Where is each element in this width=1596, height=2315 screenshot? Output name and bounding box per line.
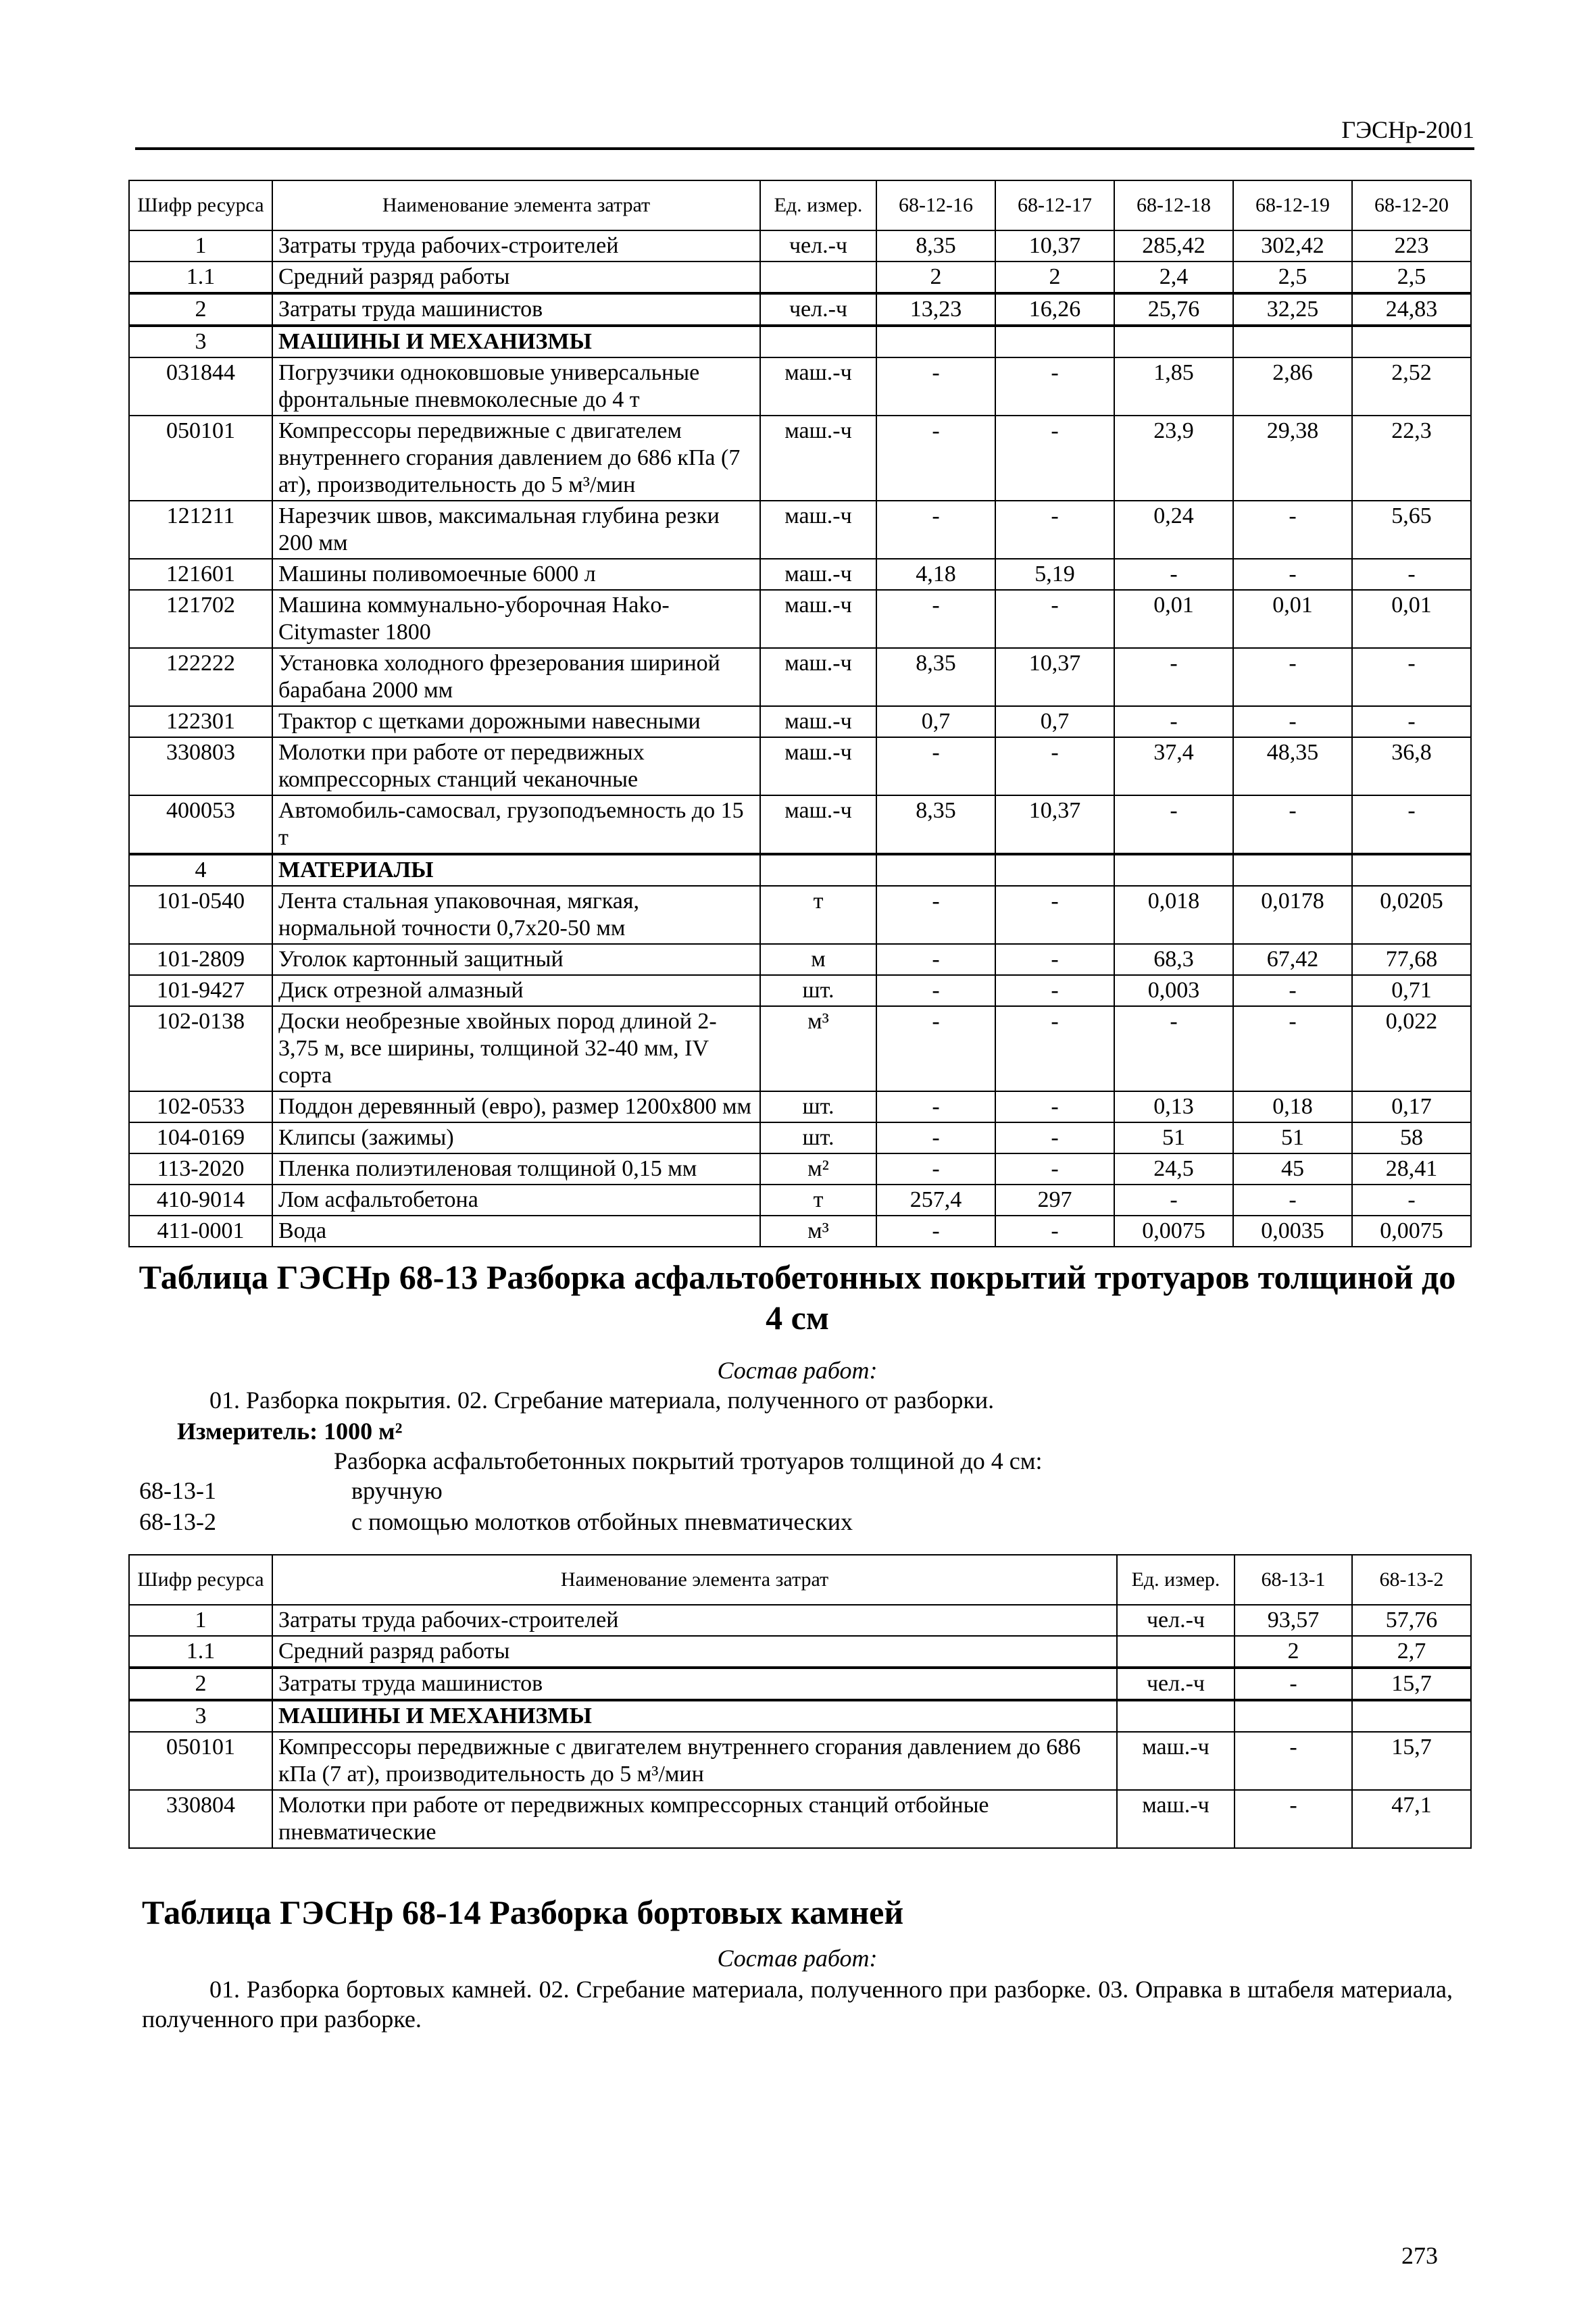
norm-value — [1235, 1700, 1352, 1732]
norm-value: - — [1235, 1732, 1352, 1790]
norm-value: 47,1 — [1352, 1790, 1471, 1848]
col-header-68-13-1: 68-13-1 — [1235, 1555, 1352, 1605]
table-row — [129, 1122, 1471, 1153]
norm-value: - — [1114, 559, 1233, 590]
table-row — [129, 1790, 1471, 1848]
norm-value: 36,8 — [1352, 737, 1471, 795]
work-composition-text-68-14: 01. Разборка бортовых камней. 02. Сгребание материала, полученного при разборке. 03. Оправка в штабеля материала, полученного при разборке. — [142, 1976, 1453, 2033]
table-row — [129, 795, 1471, 854]
resource-name: Доски необрезные хвойных пород длиной 2-3,75 м, все ширины, толщиной 32-40 мм, IV сорта — [272, 1006, 760, 1091]
resource-code: 1 — [129, 1605, 272, 1636]
norm-value — [1114, 854, 1233, 886]
norm-value: 0,17 — [1352, 1091, 1471, 1122]
norm-value: 2 — [1235, 1636, 1352, 1668]
resource-code: 4 — [129, 854, 272, 886]
resource-name: Затраты труда машинистов — [272, 1668, 1117, 1700]
unit-of-measure: чел.-ч — [760, 230, 876, 262]
norm-value: - — [1233, 795, 1352, 854]
norm-value: 8,35 — [876, 795, 995, 854]
table-row — [129, 648, 1471, 706]
resource-name: Пленка полиэтиленовая толщиной 0,15 мм — [272, 1153, 760, 1185]
work-composition-caption-68-13: Состав работ: — [717, 1357, 878, 1384]
norm-value: - — [1114, 1006, 1233, 1091]
norm-value: - — [1352, 648, 1471, 706]
unit-of-measure: м² — [760, 1153, 876, 1185]
norm-value: 67,42 — [1233, 944, 1352, 975]
norm-value: 0,01 — [1233, 590, 1352, 648]
unit-of-measure: т — [760, 886, 876, 944]
norm-value: 58 — [1352, 1122, 1471, 1153]
norm-value: - — [876, 357, 995, 416]
resource-name: Диск отрезной алмазный — [272, 975, 760, 1006]
norm-value: - — [1352, 795, 1471, 854]
col-header-name: Наименование элемента затрат — [272, 180, 760, 230]
norm-value — [1352, 326, 1471, 357]
table-row — [129, 706, 1471, 737]
unit-of-measure — [760, 854, 876, 886]
norm-value: - — [995, 886, 1114, 944]
resource-name: Погрузчики одноковшовые универсальные фронтальные пневмоколесные до 4 т — [272, 357, 760, 416]
norm-value: 77,68 — [1352, 944, 1471, 975]
unit-of-measure: шт. — [760, 1122, 876, 1153]
norm-value: - — [1233, 975, 1352, 1006]
table-row — [129, 230, 1471, 262]
norm-value: 0,0075 — [1352, 1216, 1471, 1247]
table-row — [129, 1091, 1471, 1122]
norm-value: - — [1233, 648, 1352, 706]
norm-value: 4,18 — [876, 559, 995, 590]
table-row — [129, 1216, 1471, 1247]
norm-value: 10,37 — [995, 648, 1114, 706]
resource-code: 121601 — [129, 559, 272, 590]
norm-value: 223 — [1352, 230, 1471, 262]
resource-name: Молотки при работе от передвижных компрессорных станций отбойные пневматические — [272, 1790, 1117, 1848]
norm-value: 15,7 — [1352, 1732, 1471, 1790]
table-row — [129, 944, 1471, 975]
doc-code: ГЭСНр-2001 — [1341, 116, 1474, 143]
norm-text-68-13-1: вручную — [351, 1477, 443, 1504]
resource-name: Нарезчик швов, максимальная глубина резки 200 мм — [272, 501, 760, 559]
norm-value: 0,022 — [1352, 1006, 1471, 1091]
resource-code: 104-0169 — [129, 1122, 272, 1153]
norm-value: 10,37 — [995, 230, 1114, 262]
unit-of-measure: маш.-ч — [1117, 1732, 1235, 1790]
norm-value: - — [995, 357, 1114, 416]
norm-value: 2,52 — [1352, 357, 1471, 416]
norm-value — [1114, 326, 1233, 357]
unit-of-measure: маш.-ч — [760, 501, 876, 559]
resource-table-68-12 — [128, 180, 1472, 1247]
unit-of-measure: маш.-ч — [760, 795, 876, 854]
norm-code-68-13-2: 68-13-2 — [139, 1508, 216, 1535]
unit-of-measure: маш.-ч — [760, 590, 876, 648]
table-row — [129, 1153, 1471, 1185]
norm-value: 68,3 — [1114, 944, 1233, 975]
norm-value: - — [876, 737, 995, 795]
resource-name: Поддон деревянный (евро), размер 1200х800 мм — [272, 1091, 760, 1122]
col-header-code: Шифр ресурса — [129, 1555, 272, 1605]
norm-value: 22,3 — [1352, 416, 1471, 501]
resource-code: 411-0001 — [129, 1216, 272, 1247]
resource-code: 101-0540 — [129, 886, 272, 944]
resource-code: 101-9427 — [129, 975, 272, 1006]
unit-of-measure — [760, 262, 876, 293]
norm-value: 32,25 — [1233, 293, 1352, 326]
norm-value: 2 — [995, 262, 1114, 293]
table-row — [129, 326, 1471, 357]
unit-of-measure: чел.-ч — [1117, 1668, 1235, 1700]
col-header-unit: Ед. измер. — [760, 180, 876, 230]
resource-name: Средний разряд работы — [272, 1636, 1117, 1668]
norm-value: 0,0205 — [1352, 886, 1471, 944]
norm-value: 0,7 — [995, 706, 1114, 737]
norm-value: 0,003 — [1114, 975, 1233, 1006]
norm-value: - — [1114, 1185, 1233, 1216]
norm-value: 0,018 — [1114, 886, 1233, 944]
norm-text-68-13-2: с помощью молотков отбойных пневматических — [351, 1508, 853, 1535]
norm-value: 0,0035 — [1233, 1216, 1352, 1247]
resource-code: 102-0138 — [129, 1006, 272, 1091]
norm-value: - — [876, 590, 995, 648]
unit-of-measure: маш.-ч — [760, 737, 876, 795]
resource-name: Молотки при работе от передвижных компрессорных станций чеканочные — [272, 737, 760, 795]
unit-of-measure: шт. — [760, 975, 876, 1006]
norm-value: 37,4 — [1114, 737, 1233, 795]
norm-value: - — [995, 1091, 1114, 1122]
norm-value: 25,76 — [1114, 293, 1233, 326]
resource-name: Средний разряд работы — [272, 262, 760, 293]
norm-value: - — [876, 1153, 995, 1185]
norm-value: - — [1114, 706, 1233, 737]
unit-of-measure — [1117, 1700, 1235, 1732]
unit-of-measure: маш.-ч — [760, 706, 876, 737]
table-row — [129, 1668, 1471, 1700]
norm-value: 45 — [1233, 1153, 1352, 1185]
resource-code: 3 — [129, 1700, 272, 1732]
norm-value: - — [876, 1216, 995, 1247]
table-row — [129, 975, 1471, 1006]
norm-value: 0,13 — [1114, 1091, 1233, 1122]
table-row — [129, 501, 1471, 559]
norm-value: - — [1235, 1790, 1352, 1848]
resource-name: Трактор с щетками дорожными навесными — [272, 706, 760, 737]
unit-of-measure — [1117, 1636, 1235, 1668]
norm-value: 48,35 — [1233, 737, 1352, 795]
unit-of-measure: маш.-ч — [760, 416, 876, 501]
running-header — [135, 112, 1474, 150]
col-header-68-12-19: 68-12-19 — [1233, 180, 1352, 230]
resource-code: 050101 — [129, 416, 272, 501]
section-68-14-title: Таблица ГЭСНр 68-14 Разборка бортовых камней — [142, 1893, 904, 1931]
norm-value: - — [876, 1006, 995, 1091]
resource-code: 2 — [129, 1668, 272, 1700]
table-row — [129, 886, 1471, 944]
norm-value: 0,71 — [1352, 975, 1471, 1006]
unit-of-measure: м³ — [760, 1006, 876, 1091]
unit-of-measure: чел.-ч — [760, 293, 876, 326]
norm-value: 8,35 — [876, 648, 995, 706]
norm-value: - — [1352, 706, 1471, 737]
table-row — [129, 416, 1471, 501]
resource-name: Вода — [272, 1216, 760, 1247]
col-header-68-13-2: 68-13-2 — [1352, 1555, 1471, 1605]
norm-value — [1352, 854, 1471, 886]
table-row — [129, 1185, 1471, 1216]
norm-value: 0,0075 — [1114, 1216, 1233, 1247]
table-row — [129, 559, 1471, 590]
norm-value: - — [995, 1122, 1114, 1153]
norm-value: - — [995, 501, 1114, 559]
table-row — [129, 854, 1471, 886]
resource-code: 330803 — [129, 737, 272, 795]
norm-value: - — [995, 975, 1114, 1006]
resource-code: 050101 — [129, 1732, 272, 1790]
norm-value: - — [1233, 559, 1352, 590]
norm-value: 23,9 — [1114, 416, 1233, 501]
col-header-68-12-20: 68-12-20 — [1352, 180, 1471, 230]
resource-code: 102-0533 — [129, 1091, 272, 1122]
resource-name: МАШИНЫ И МЕХАНИЗМЫ — [272, 1700, 1117, 1732]
norm-intro-68-13: Разборка асфальтобетонных покрытий тротуаров толщиной до 4 см: — [334, 1447, 1043, 1474]
norm-value: - — [1233, 1006, 1352, 1091]
norm-value: 0,24 — [1114, 501, 1233, 559]
table-row — [129, 1732, 1471, 1790]
norm-value: - — [876, 416, 995, 501]
resource-name: МАТЕРИАЛЫ — [272, 854, 760, 886]
norm-value: - — [1352, 559, 1471, 590]
resource-code: 031844 — [129, 357, 272, 416]
norm-value: 302,42 — [1233, 230, 1352, 262]
norm-value: 0,01 — [1352, 590, 1471, 648]
col-header-68-12-17: 68-12-17 — [995, 180, 1114, 230]
norm-value: 2,5 — [1233, 262, 1352, 293]
norm-value — [1233, 854, 1352, 886]
table-row — [129, 737, 1471, 795]
unit-of-measure — [760, 326, 876, 357]
page-number: 273 — [1401, 2242, 1438, 2269]
work-composition-text-68-13: 01. Разборка покрытия. 02. Сгребание материала, полученного от разборки. — [209, 1387, 995, 1414]
norm-value: 2,4 — [1114, 262, 1233, 293]
resource-name: Машина коммунально-уборочная Hako-Citymaster 1800 — [272, 590, 760, 648]
norm-value: 24,83 — [1352, 293, 1471, 326]
table2-body — [129, 1605, 1471, 1848]
unit-of-measure: маш.-ч — [1117, 1790, 1235, 1848]
resource-code: 121211 — [129, 501, 272, 559]
resource-code: 400053 — [129, 795, 272, 854]
norm-value: - — [995, 1153, 1114, 1185]
norm-value: - — [995, 416, 1114, 501]
col-header-68-12-18: 68-12-18 — [1114, 180, 1233, 230]
norm-value: - — [1233, 501, 1352, 559]
table-row — [129, 262, 1471, 293]
table-row — [129, 1700, 1471, 1732]
norm-value: - — [876, 886, 995, 944]
resource-name: Лента стальная упаковочная, мягкая, нормальной точности 0,7х20-50 мм — [272, 886, 760, 944]
norm-value — [995, 326, 1114, 357]
norm-value: 2 — [876, 262, 995, 293]
resource-code: 2 — [129, 293, 272, 326]
norm-value: 16,26 — [995, 293, 1114, 326]
resource-name: Компрессоры передвижные с двигателем внутреннего сгорания давлением до 686 кПа (7 ат), производительность до 5 м³/мин — [272, 1732, 1117, 1790]
norm-value: 13,23 — [876, 293, 995, 326]
norm-value: 285,42 — [1114, 230, 1233, 262]
norm-value: - — [995, 737, 1114, 795]
work-composition-caption-68-14: Состав работ: — [717, 1945, 878, 1972]
norm-value: 5,65 — [1352, 501, 1471, 559]
norm-value: 257,4 — [876, 1185, 995, 1216]
norm-value: 57,76 — [1352, 1605, 1471, 1636]
col-header-68-12-16: 68-12-16 — [876, 180, 995, 230]
table-row — [129, 1636, 1471, 1668]
unit-of-measure: маш.-ч — [760, 559, 876, 590]
resource-code: 122301 — [129, 706, 272, 737]
resource-code: 410-9014 — [129, 1185, 272, 1216]
resource-name: Машины поливомоечные 6000 л — [272, 559, 760, 590]
resource-name: Затраты труда рабочих-строителей — [272, 230, 760, 262]
norm-value: 2,7 — [1352, 1636, 1471, 1668]
table-row — [129, 1006, 1471, 1091]
norm-value: 51 — [1114, 1122, 1233, 1153]
measure-unit-68-13: Измеритель: 1000 м² — [177, 1418, 403, 1445]
norm-value: - — [876, 1122, 995, 1153]
table-row — [129, 357, 1471, 416]
norm-value: 93,57 — [1235, 1605, 1352, 1636]
norm-value: - — [876, 501, 995, 559]
norm-value: 0,01 — [1114, 590, 1233, 648]
norm-value — [1352, 1700, 1471, 1732]
norm-value: 0,7 — [876, 706, 995, 737]
table1-body — [129, 230, 1471, 1247]
norm-code-68-13-1: 68-13-1 — [139, 1477, 216, 1504]
resource-code: 101-2809 — [129, 944, 272, 975]
resource-name: Автомобиль-самосвал, грузоподъемность до 15 т — [272, 795, 760, 854]
resource-code: 1 — [129, 230, 272, 262]
unit-of-measure: маш.-ч — [760, 648, 876, 706]
norm-value: - — [995, 944, 1114, 975]
norm-value — [876, 326, 995, 357]
section-68-13-title: Таблица ГЭСНр 68-13 Разборка асфальтобетонных покрытий тротуаров толщиной до 4 см — [139, 1258, 1456, 1337]
table-row — [129, 1605, 1471, 1636]
resource-name: Лом асфальтобетона — [272, 1185, 760, 1216]
resource-name: Затраты труда рабочих-строителей — [272, 1605, 1117, 1636]
resource-name: Компрессоры передвижные с двигателем внутреннего сгорания давлением до 686 кПа (7 ат), производительность до 5 м³/мин — [272, 416, 760, 501]
norm-value: - — [876, 1091, 995, 1122]
norm-value: - — [995, 1216, 1114, 1247]
resource-name: МАШИНЫ И МЕХАНИЗМЫ — [272, 326, 760, 357]
resource-code: 122222 — [129, 648, 272, 706]
norm-value: - — [1114, 648, 1233, 706]
norm-value: 15,7 — [1352, 1668, 1471, 1700]
norm-value — [876, 854, 995, 886]
norm-value: - — [1233, 706, 1352, 737]
col-header-code: Шифр ресурса — [129, 180, 272, 230]
norm-value: - — [1235, 1668, 1352, 1700]
resource-name: Клипсы (зажимы) — [272, 1122, 760, 1153]
col-header-unit: Ед. измер. — [1117, 1555, 1235, 1605]
norm-value: - — [1352, 1185, 1471, 1216]
norm-value: 2,86 — [1233, 357, 1352, 416]
norm-value: 29,38 — [1233, 416, 1352, 501]
resource-code: 330804 — [129, 1790, 272, 1848]
norm-value — [1233, 326, 1352, 357]
norm-value: - — [876, 975, 995, 1006]
resource-table-68-13 — [128, 1554, 1472, 1849]
norm-value: 24,5 — [1114, 1153, 1233, 1185]
norm-value: 2,5 — [1352, 262, 1471, 293]
resource-name: Затраты труда машинистов — [272, 293, 760, 326]
norm-value: 10,37 — [995, 795, 1114, 854]
table-row — [129, 590, 1471, 648]
resource-code: 1.1 — [129, 1636, 272, 1668]
norm-value: - — [876, 944, 995, 975]
norm-value: - — [995, 1006, 1114, 1091]
unit-of-measure: м³ — [760, 1216, 876, 1247]
unit-of-measure: м — [760, 944, 876, 975]
unit-of-measure: т — [760, 1185, 876, 1216]
unit-of-measure: чел.-ч — [1117, 1605, 1235, 1636]
norm-value: 8,35 — [876, 230, 995, 262]
resource-code: 113-2020 — [129, 1153, 272, 1185]
table-row — [129, 293, 1471, 326]
resource-name: Установка холодного фрезерования шириной барабана 2000 мм — [272, 648, 760, 706]
norm-value: - — [995, 590, 1114, 648]
norm-value: 1,85 — [1114, 357, 1233, 416]
norm-value: - — [1114, 795, 1233, 854]
norm-value: 0,18 — [1233, 1091, 1352, 1122]
norm-value: 297 — [995, 1185, 1114, 1216]
norm-value: - — [1233, 1185, 1352, 1216]
unit-of-measure: маш.-ч — [760, 357, 876, 416]
norm-value: 51 — [1233, 1122, 1352, 1153]
resource-code: 121702 — [129, 590, 272, 648]
norm-value: 5,19 — [995, 559, 1114, 590]
unit-of-measure: шт. — [760, 1091, 876, 1122]
norm-value: 0,0178 — [1233, 886, 1352, 944]
resource-name: Уголок картонный защитный — [272, 944, 760, 975]
resource-code: 1.1 — [129, 262, 272, 293]
norm-value: 28,41 — [1352, 1153, 1471, 1185]
resource-code: 3 — [129, 326, 272, 357]
col-header-name: Наименование элемента затрат — [272, 1555, 1117, 1605]
norm-value — [995, 854, 1114, 886]
